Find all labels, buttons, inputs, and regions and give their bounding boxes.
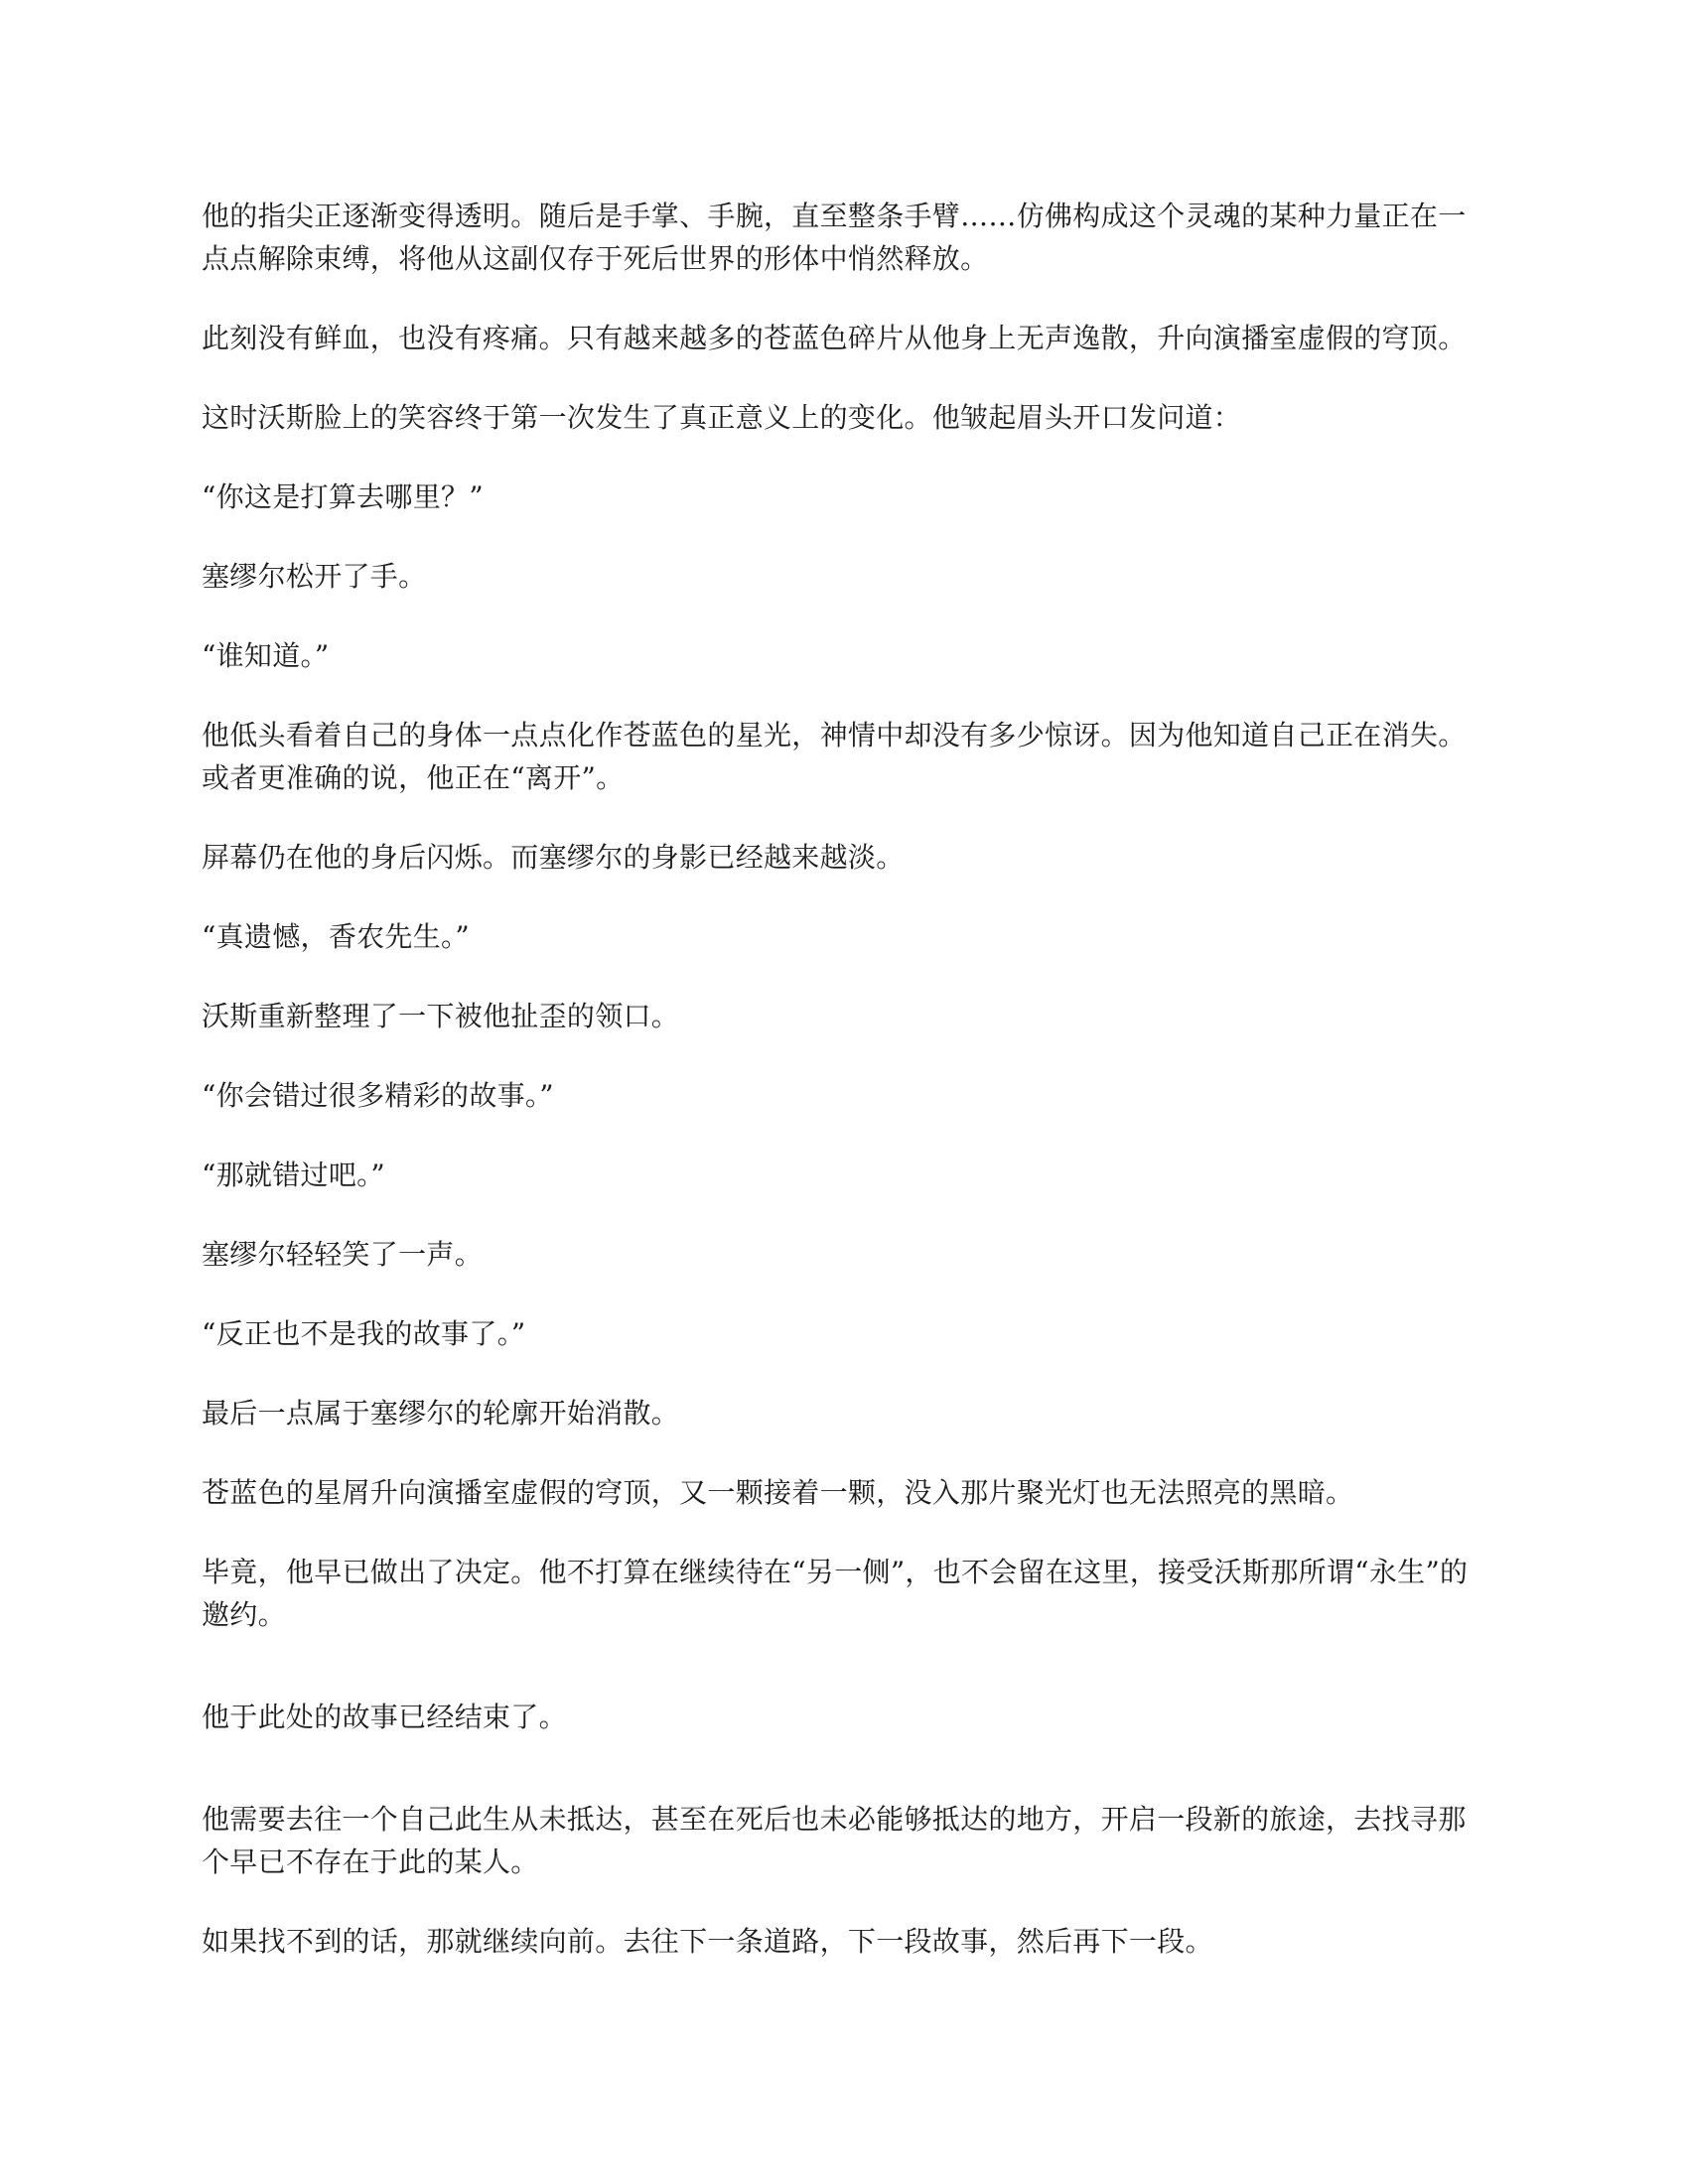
paragraph: 苍蓝色的星屑升向演播室虚假的穹顶，又一颗接着一颗，没入那片聚光灯也无法照亮的黑暗。 [202,1476,1354,1509]
paragraph: 如果找不到的话，那就继续向前。去往下一条道路，下一段故事，然后再下一段。 [202,1925,1213,1958]
paragraph: 此刻没有鲜血，也没有疼痛。只有越来越多的苍蓝色碎片从他身上无声逸散，升向演播室虚假的穹顶。 [202,322,1467,354]
paragraph: 塞缪尔轻轻笑了一声。 [202,1238,484,1271]
paragraph: 这时沃斯脸上的笑容终于第一次发生了真正意义上的变化。他皱起眉头开口发问道： [202,401,1242,434]
paragraph: “你这是打算去哪里？” [202,480,484,513]
paragraph: “你会错过很多精彩的故事。” [202,1079,554,1112]
paragraph: 最后一点属于塞缪尔的轮廓开始消散。 [202,1397,680,1430]
paragraph: “谁知道。” [202,639,330,672]
paragraph: 他需要去往一个自己此生从未抵达，甚至在死后也未必能够抵达的地方，开启一段新的旅途，去找寻那个早已不存在于此的某人。 [202,1803,1467,1878]
body-text [202,195,1492,1963]
paragraph: 塞缪尔松开了手。 [202,560,427,593]
paragraph: 他低头看着自己的身体一点点化作苍蓝色的星光，神情中却没有多少惊讶。因为他知道自己正在消失。或者更准确的说，他正在“离开”。 [202,719,1467,794]
paragraph: 他的指尖正逐渐变得透明。随后是手掌、手腕，直至整条手臂……仿佛构成这个灵魂的某种力量正在一点点解除束缚，将他从这副仅存于死后世界的形体中悄然释放。 [202,200,1467,275]
paragraph: 毕竟，他早已做出了决定。他不打算在继续待在“另一侧”，也不会留在这里，接受沃斯那所谓“永生”的邀约。 [202,1556,1469,1631]
paragraph: “真遗憾，香农先生。” [202,920,470,953]
paragraph: 沃斯重新整理了一下被他扯歪的领口。 [202,1000,680,1032]
paragraph: “那就错过吧。” [202,1159,386,1191]
paragraph: “反正也不是我的故事了。” [202,1317,526,1350]
paragraph: 屏幕仍在他的身后闪烁。而塞缪尔的身影已经越来越淡。 [202,841,905,874]
paragraph: 他于此处的故事已经结束了。 [202,1701,567,1733]
